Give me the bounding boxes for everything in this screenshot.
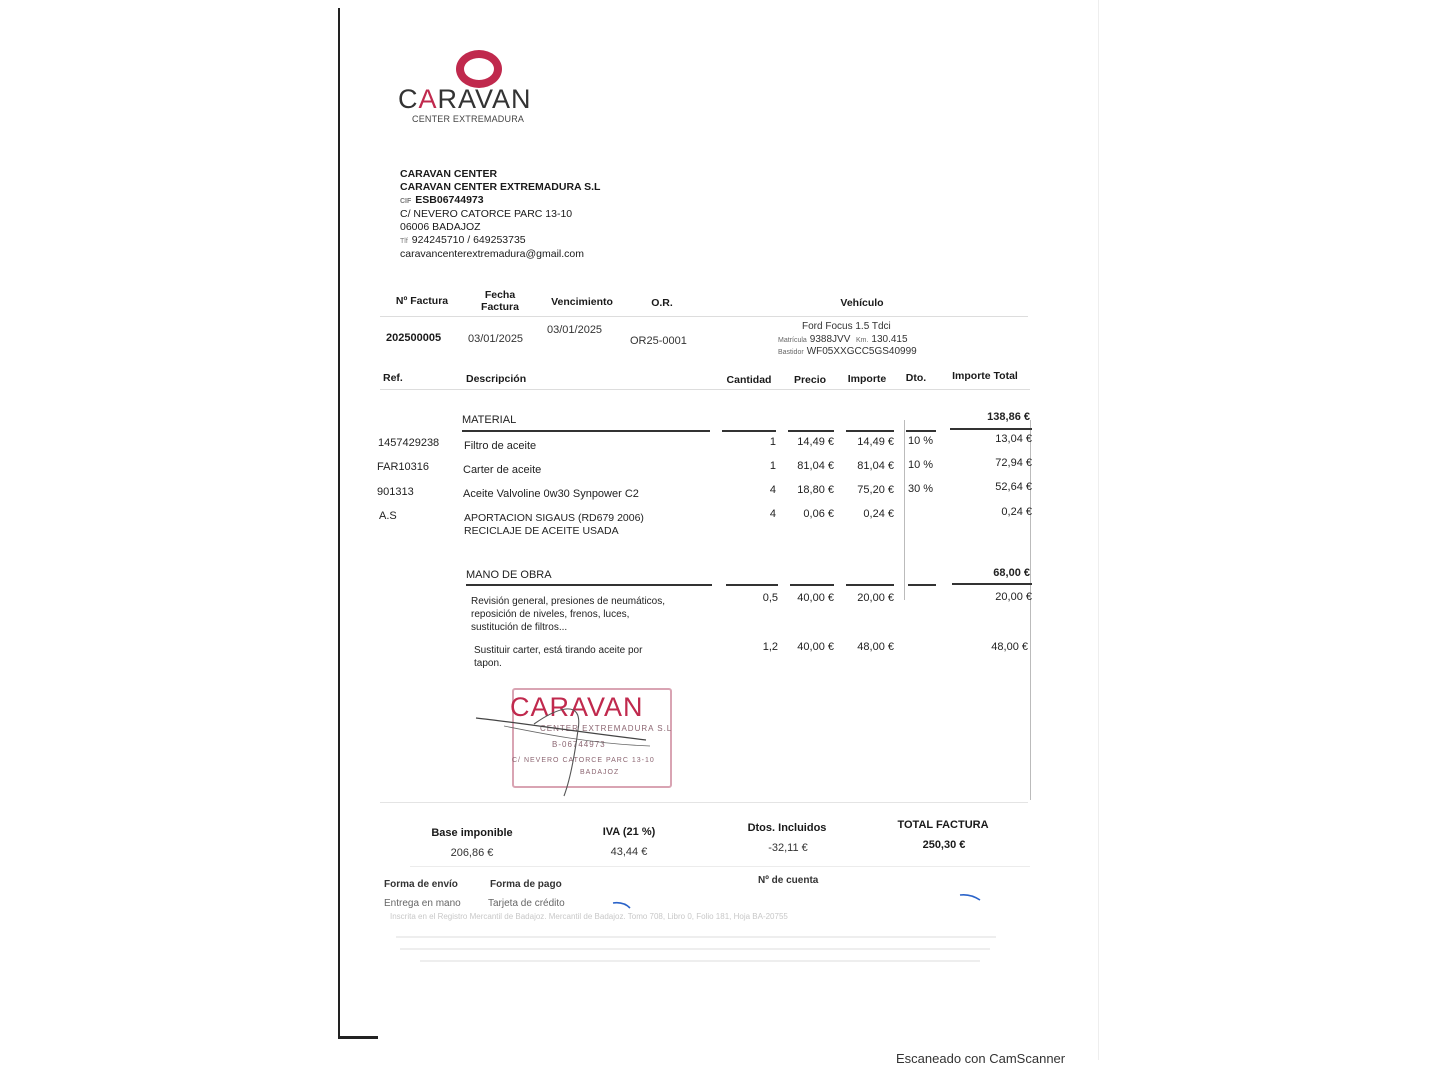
row-precio: 18,80 € [797,484,834,496]
row-total: 20,00 € [995,591,1032,603]
row-importe: 20,00 € [857,592,894,604]
material-underline-importe [846,430,894,432]
base-label: Base imponible [431,827,513,839]
row-desc: Carter de aceite [463,464,542,476]
material-underline-desc [462,430,710,432]
total-value: 250,30 € [922,839,966,851]
row-importe: 14,49 € [857,436,894,448]
row-total: 52,64 € [995,481,1032,493]
company-cif: CIF ESB06744973 [400,194,484,206]
header-or: O.R. [651,297,673,309]
stamp-line-4: BADAJOZ [580,769,620,776]
header-divider [380,316,1028,317]
ink-mark-icon [958,892,982,902]
invoice-or: OR25-0001 [630,335,687,347]
row-ref: A.S [379,510,397,522]
row-cant: 4 [769,484,776,496]
row-ref: 1457429238 [378,437,440,449]
labor-underline-precio [790,584,834,586]
company-phone: Tlf 924245710 / 649253735 [400,234,526,246]
section-material-label: MATERIAL [462,414,517,426]
row-precio: 40,00 € [797,592,834,604]
base-value: 206,86 € [450,847,494,859]
table-bottom-border [380,802,1028,803]
labor-underline-desc [466,584,712,586]
row-importe: 48,00 € [857,641,894,653]
row-importe: 81,04 € [857,460,894,472]
row-cant: 0,5 [762,592,778,604]
scan-edge-left [338,8,340,1038]
row-precio: 40,00 € [797,641,834,653]
company-info [400,168,600,261]
ink-mark-icon [612,900,632,910]
row-ref: FAR10316 [377,461,429,473]
logo-wordmark: CARAVAN [398,84,532,114]
dtos-value: -32,11 € [768,842,808,854]
company-name: CARAVAN CENTER [400,168,498,180]
section-labor-label: MANO DE OBRA [466,569,552,581]
invoice-date: 03/01/2025 [468,333,524,345]
row-importe: 75,20 € [857,484,894,496]
iva-label: IVA (21 %) [602,826,656,838]
table-header-divider [380,389,1030,390]
labor-underline-total [952,583,1032,585]
material-underline-cant [722,430,776,432]
vehicle-plate-km: Matrícula 9388JVV Km. 130.415 [778,334,908,345]
header-factura: Nº Factura [395,295,449,307]
th-importe-total: Importe Total [952,370,1018,382]
row-precio: 14,49 € [797,436,834,448]
pago-value: Tarjeta de crédito [488,898,565,909]
vehicle-vin: Bastidor WF05XXGCC5GS40999 [778,346,917,357]
stamp-wordmark: CARAVAN [510,692,644,722]
th-descripcion: Descripción [466,373,527,385]
logo-ring-icon [456,50,502,88]
faded-line [396,936,996,938]
invoice-number: 202500005 [386,332,442,344]
row-cant: 1 [769,460,776,472]
logo-subtitle: CENTER EXTREMADURA [412,114,525,124]
row-dto: 30 % [908,483,934,495]
row-desc: Filtro de aceite [464,440,537,452]
row-desc: APORTACION SIGAUS (RD679 2006) RECICLAJE DE ACEITE USADA [464,512,644,537]
header-vencimiento: Vencimiento [551,296,613,308]
header-fecha: Fecha Factura [481,289,519,313]
totals-divider [410,866,1030,867]
row-dto: 10 % [908,459,934,471]
labor-underline-dto [908,584,936,586]
company-email: caravancenterextremadura@gmail.com [400,248,584,260]
row-cant: 1,2 [762,641,778,653]
invoice-due-date: 03/01/2025 [547,324,603,336]
row-total: 48,00 € [991,641,1028,653]
header-vehiculo: Vehículo [840,297,884,309]
scanner-watermark: Escaneado con CamScanner [896,1051,1066,1066]
company-address: C/ NEVERO CATORCE PARC 13-10 [400,208,573,220]
th-ref: Ref. [383,372,403,384]
row-cant: 4 [769,508,776,520]
labor-underline-cant [726,584,778,586]
row-precio: 81,04 € [797,460,834,472]
row-importe: 0,24 € [863,508,894,520]
signature-icon [474,700,674,800]
dtos-label: Dtos. Incluidos [747,822,827,834]
row-desc: Aceite Valvoline 0w30 Synpower C2 [463,488,639,500]
col-sep-dto [904,420,905,600]
section-material-total: 138,86 € [987,411,1030,423]
envio-value: Entrega en mano [384,898,461,909]
labor-underline-importe [846,584,894,586]
row-total: 13,04 € [995,433,1032,445]
stamp-line-2: B-06744973 [552,740,606,749]
row-precio: 0,06 € [803,508,834,520]
th-precio: Precio [793,374,827,386]
pago-label: Forma de pago [490,879,562,890]
total-label: TOTAL FACTURA [897,819,989,831]
faded-line [400,948,990,950]
col-sep-right [1030,420,1031,800]
envio-label: Forma de envío [384,879,458,890]
legal-text: Inscrita en el Registro Mercantil de Badajoz. Mercantil de Badajoz. Tomo 708, Libro 0, Folio 181, Hoja BA-20755 [390,912,788,921]
th-cantidad: Cantidad [726,374,772,386]
stamp-line-1: CENTER EXTREMADURA S.L [540,724,673,733]
row-desc: Sustituir carter, está tirando aceite por tapon. [474,645,643,669]
row-total: 0,24 € [1001,506,1032,518]
row-desc: Revisión general, presiones de neumáticos, reposición de niveles, frenos, luces, sustitución de filtros... [471,596,665,633]
row-ref: 901313 [377,486,414,498]
iva-value: 43,44 € [610,846,648,858]
cuenta-label: Nº de cuenta [758,875,819,886]
page-edge [1098,0,1099,1060]
section-labor-total: 68,00 € [993,567,1030,579]
row-cant: 1 [769,436,776,448]
company-city: 06006 BADAJOZ [400,221,481,233]
material-underline-total [950,428,1032,430]
stamp-line-3: C/ NEVERO CATORCE PARC 13-10 [512,757,655,764]
th-dto: Dto. [905,372,927,384]
company-legal-name: CARAVAN CENTER EXTREMADURA S.L [400,181,601,193]
row-total: 72,94 € [995,457,1032,469]
material-underline-dto [906,430,936,432]
faded-line [420,960,980,962]
scan-edge-bottom [338,1036,378,1039]
vehicle-model: Ford Focus 1.5 Tdci [802,321,891,332]
row-dto: 10 % [908,435,934,447]
material-underline-precio [788,430,834,432]
th-importe: Importe [847,373,887,385]
